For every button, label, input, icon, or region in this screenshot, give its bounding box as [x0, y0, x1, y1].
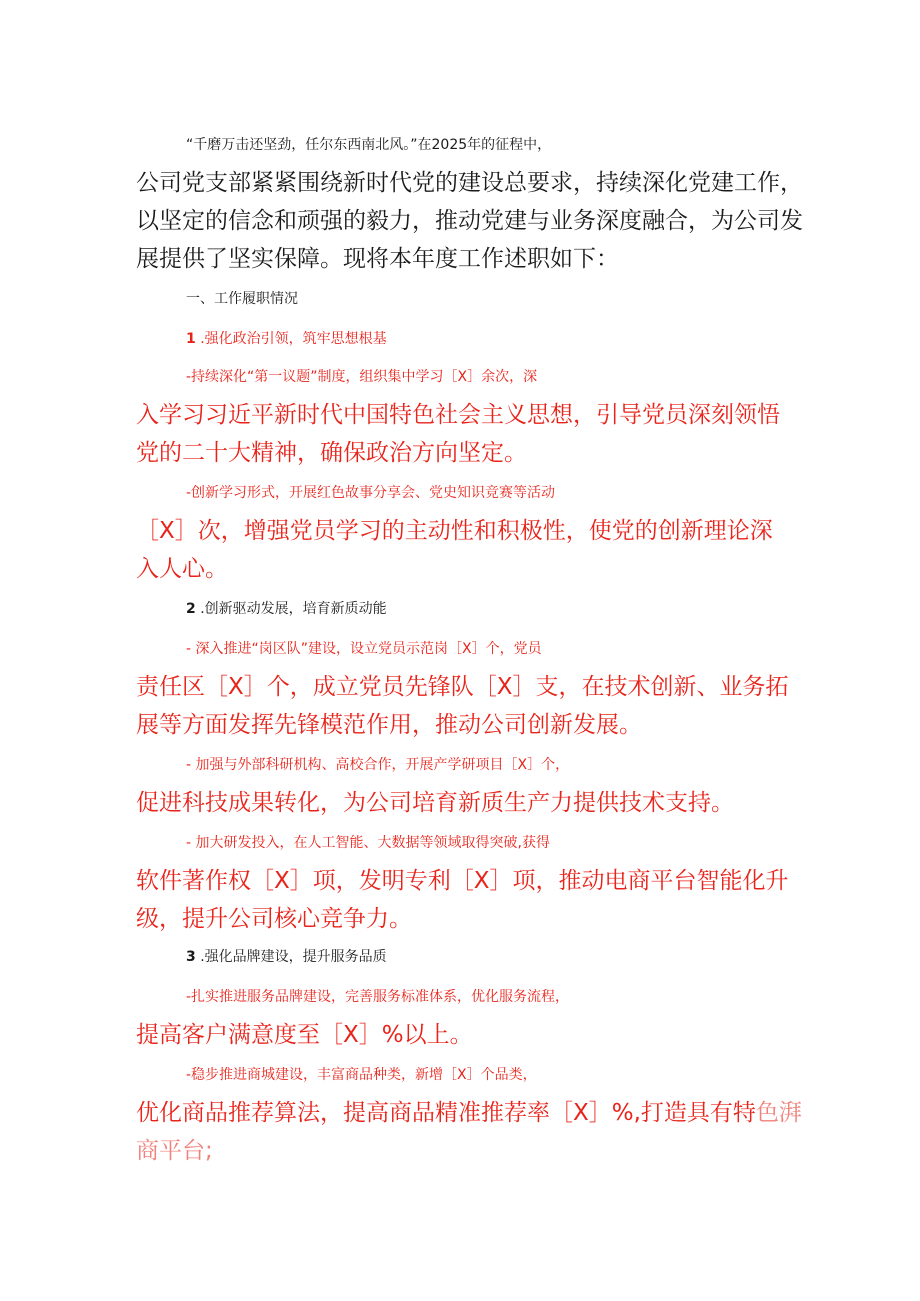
- item-3-para-2-line-1: -稳步推进商城建设，丰富商品种类，新增［X］个品类，: [186, 1067, 537, 1083]
- item-2-heading: [186, 590, 866, 628]
- item-1-title: .强化政治引领，筑牢思想根基: [200, 331, 387, 347]
- item-3-para-1-line-2: 提高客户满意度至［X］%以上。: [136, 1022, 473, 1048]
- item-1-para-2-line-1: -创新学习形式，开展红色故事分享会、党史知识竞赛等活动: [186, 485, 556, 501]
- item-2-para-1-line-3: 展等方面发挥先锋模范作用，推动公司创新发展。: [136, 712, 642, 738]
- item-1-para-1-line-3: 党的二十大精神，确保政治方向坚定。: [136, 440, 527, 466]
- item-2-para-3-line-2: 软件著作权［X］项，发明专利［X］项，推动电商平台智能化升: [136, 868, 789, 894]
- intro-line-3: 以坚定的信念和顽强的毅力，推动党建与业务深度融合，为公司发: [136, 208, 803, 234]
- item-2-para-1-line-1: - 深入推进“岗区队”建设，设立党员示范岗［X］个，党员: [186, 641, 542, 657]
- item-3-para-2-line-2-faded: 色湃: [755, 1100, 802, 1126]
- item-1-heading: [186, 320, 866, 358]
- item-3-para-1-line-1: -扎实推进服务品牌建设，完善服务标准体系，优化服务流程，: [186, 989, 570, 1005]
- item-1-number: 1: [186, 331, 196, 347]
- item-3-para-2-line-2-text: 优化商品推荐算法，提高商品精准推荐率［X］%,打造具有特: [136, 1100, 756, 1126]
- item-2-number: 2: [186, 601, 196, 617]
- intro-line-4: 展提供了坚实保障。现将本年度工作述职如下：: [136, 246, 619, 272]
- item-2-para-3-line-3: 级，提升公司核心竞争力。: [136, 906, 412, 932]
- item-3-para-2-line-3: 商平台;: [136, 1138, 213, 1164]
- item-2-para-2-line-2: 促进科技成果转化，为公司培育新质生产力提供技术支持。: [136, 790, 734, 816]
- section-heading: 一、工作履职情况: [186, 291, 298, 307]
- item-1-para-1-line-2: 入学习习近平新时代中国特色社会主义思想，引导党员深刻领悟: [136, 402, 780, 428]
- item-1-para-2-line-2: ［X］次，增强党员学习的主动性和积极性，使党的创新理论深: [136, 518, 773, 544]
- item-2-para-1-line-2: 责任区［X］个，成立党员先锋队［X］支，在技术创新、业务拓: [136, 674, 789, 700]
- item-3-para-2-line-2: [136, 1094, 816, 1132]
- intro-line-1: “千磨万击还坚劲，任尔东西南北风。”在2025年的征程中，: [186, 137, 552, 153]
- item-1-para-2-line-3: 入人心。: [136, 556, 228, 582]
- item-3-heading: [186, 938, 866, 976]
- item-2-para-3-line-1: - 加大研发投入，在人工智能、大数据等领域取得突破,获得: [186, 835, 550, 851]
- item-2-title: .创新驱动发展，培育新质动能: [200, 601, 387, 617]
- item-3-number: 3: [186, 949, 196, 965]
- item-3-title: .强化品牌建设，提升服务品质: [200, 949, 387, 965]
- item-2-para-2-line-1: - 加强与外部科研机构、高校合作，开展产学研项目［X］个，: [186, 757, 570, 773]
- intro-line-2: 公司党支部紧紧围绕新时代党的建设总要求，持续深化党建工作，: [136, 170, 803, 196]
- item-1-para-1-line-1: -持续深化“第一议题”制度，组织集中学习［X］余次，深: [186, 369, 538, 385]
